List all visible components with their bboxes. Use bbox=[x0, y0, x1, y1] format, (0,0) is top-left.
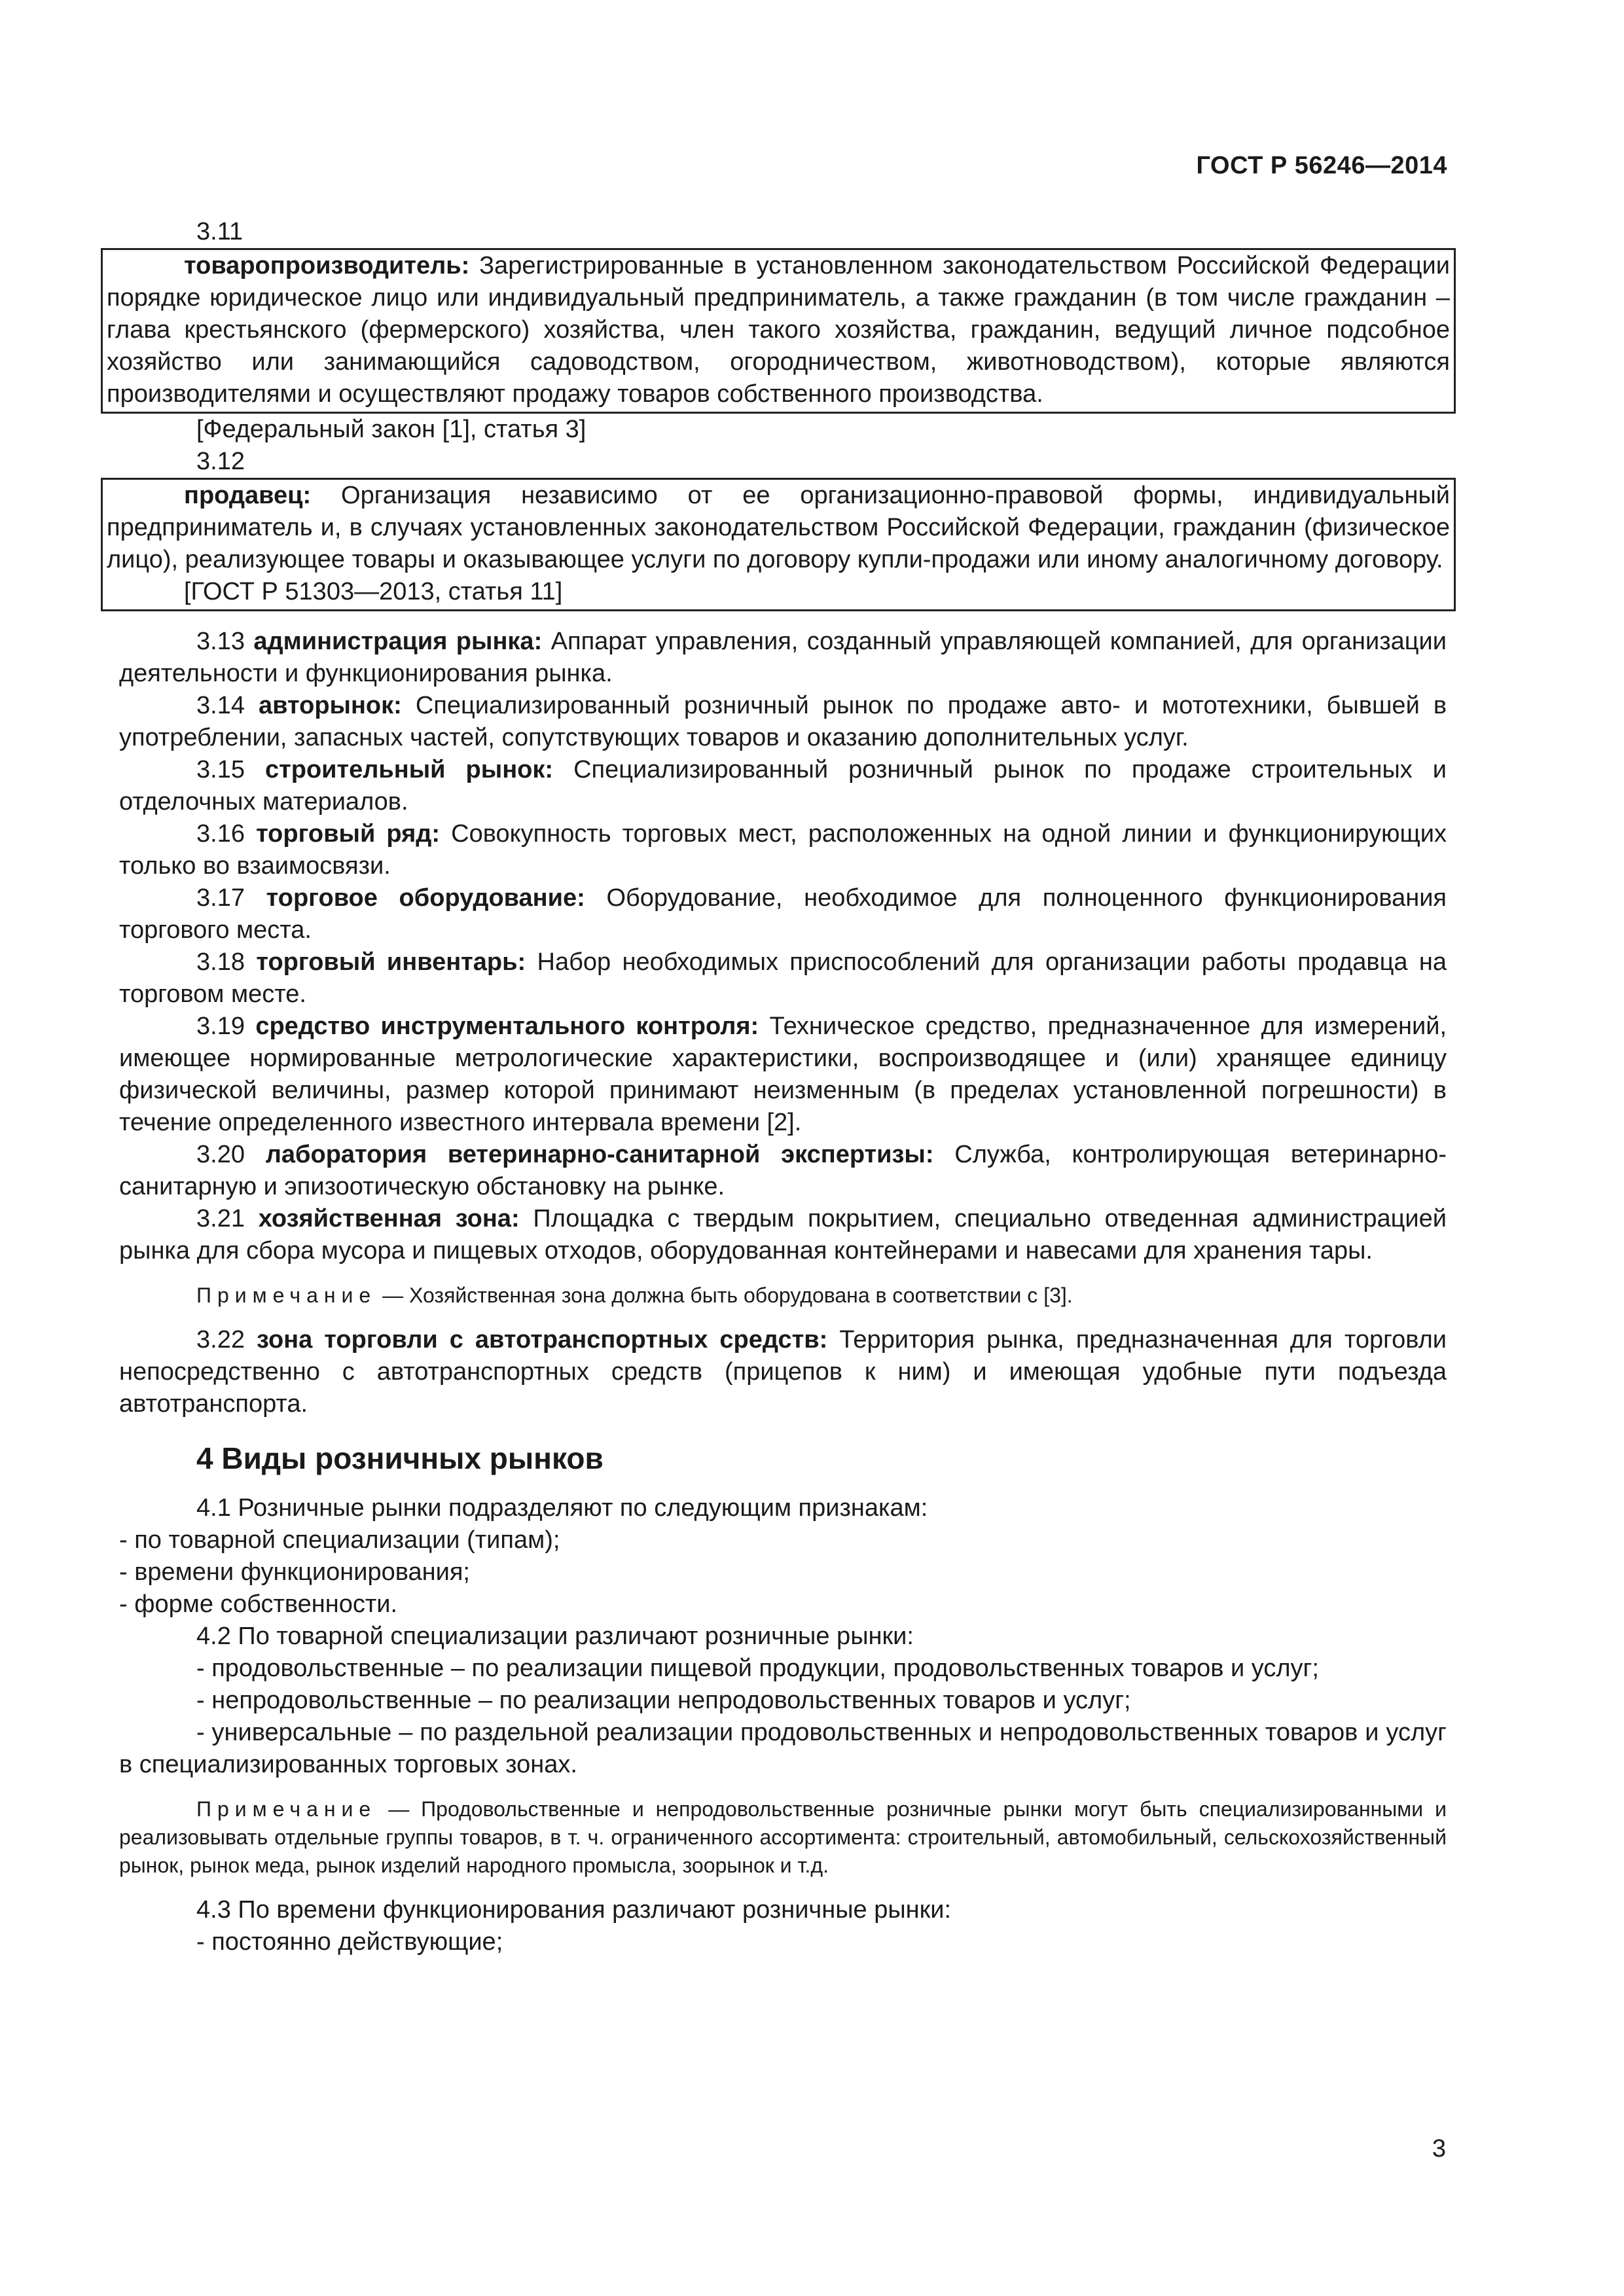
term-number-3-12: 3.12 bbox=[196, 448, 245, 475]
term-label: торговое оборудование: bbox=[266, 884, 585, 912]
term-3-22 bbox=[119, 1324, 1447, 1420]
term-label: продавец: bbox=[184, 482, 312, 509]
term-text: Площадка с твердым покрытием, специально отведенная администрацией рынка для сбора мусора и пищевых отходов, оборудованная контейнерами и навесами для хранения тары. bbox=[119, 1205, 1447, 1265]
term-num: 3.22 bbox=[196, 1326, 245, 1354]
term-label: авторынок: bbox=[259, 692, 402, 719]
definition-3-12 bbox=[107, 480, 1450, 576]
term-3-14 bbox=[119, 690, 1447, 754]
list-item: - продовольственные – по реализации пищевой продукции, продовольственных товаров и услуг; bbox=[196, 1655, 1319, 1682]
list-item: - непродовольственные – по реализации непродовольственных товаров и услуг; bbox=[196, 1687, 1131, 1714]
standard-id-header: ГОСТ Р 56246—2014 bbox=[1196, 152, 1447, 179]
term-text: Аппарат управления, созданный управляющей компанией, для организации деятельности и функционирования рынка. bbox=[119, 628, 1447, 687]
term-num: 3.13 bbox=[196, 628, 245, 655]
term-num: 3.21 bbox=[196, 1205, 245, 1232]
term-text: Техническое средство, предназначенное для измерений, имеющее нормированные метрологические характеристики, воспроизводящее и (или) хранящее единицу физической величины, размер которой принимают неизменным (в пределах установленной погрешности) в течение определенного известного интервала времени [2]. bbox=[119, 1013, 1447, 1136]
term-text: Служба, контролирующая ветеринарно-санитарную и эпизоотическую обстановку на рынке. bbox=[119, 1141, 1447, 1200]
para-4-2: 4.2 По товарной специализации различают розничные рынки: bbox=[196, 1623, 914, 1650]
term-text: Специализированный розничный рынок по продаже строительных и отделочных материалов. bbox=[119, 756, 1447, 816]
note-label: Примечание bbox=[196, 1283, 377, 1307]
note-text: — Хозяйственная зона должна быть оборудована в соответствии с [3]. bbox=[382, 1283, 1073, 1307]
section-4-heading: 4 Виды розничных рынков bbox=[196, 1441, 604, 1475]
term-text: Специализированный розничный рынок по продаже авто- и мототехники, бывшей в употреблении, запасных частей, сопутствующих товаров и оказанию дополнительных услуг. bbox=[119, 692, 1447, 751]
term-3-20 bbox=[119, 1139, 1447, 1203]
term-label: торговый ряд: bbox=[256, 820, 441, 848]
body-column bbox=[107, 216, 1451, 1958]
note-text: — Продовольственные и непродовольственные розничные рынки могут быть специализированными и реализовывать отдельные группы товаров, в т. ч. ограниченного ассортимента: строительный, автомобильный, сельскохозяйственный рынок, рынок меда, рынок изделий народного промысла, зоорынок и т.д. bbox=[119, 1797, 1447, 1877]
term-label: администрация рынка: bbox=[253, 628, 543, 655]
term-text: Территория рынка, предназначенная для торговли непосредственно с автотранспортных средств (прицепов к ним) и имеющая удобные пути подъезда автотранспорта. bbox=[119, 1326, 1447, 1418]
term-num: 3.14 bbox=[196, 692, 245, 719]
list-item: - универсальные – по раздельной реализации продовольственных и непродовольственных товаров и услуг в специализированных торговых зонах. bbox=[119, 1719, 1447, 1778]
para-4-3: 4.3 По времени функционирования различают розничные рынки: bbox=[196, 1896, 952, 1924]
term-text: Оборудование, необходимое для полноценного функционирования торгового места. bbox=[119, 884, 1447, 944]
term-3-21 bbox=[119, 1203, 1447, 1267]
term-3-15 bbox=[119, 754, 1447, 818]
term-number-3-11: 3.11 bbox=[196, 218, 244, 245]
term-label: товаропроизводитель: bbox=[184, 252, 470, 279]
term-3-17 bbox=[119, 882, 1447, 946]
definition-box-3-12 bbox=[101, 478, 1456, 611]
terms-list bbox=[119, 626, 1447, 1267]
term-text: Совокупность торговых мест, расположенных на одной линии и функционирующих только во взаимосвязи. bbox=[119, 820, 1447, 880]
term-num: 3.17 bbox=[196, 884, 245, 912]
list-item: - по товарной специализации (типам); bbox=[119, 1526, 560, 1554]
note-hoz-zone bbox=[119, 1282, 1447, 1310]
term-num: 3.20 bbox=[196, 1141, 245, 1168]
term-num: 3.19 bbox=[196, 1013, 245, 1040]
term-3-16 bbox=[119, 818, 1447, 882]
list-item: - форме собственности. bbox=[119, 1590, 398, 1618]
term-label: строительный рынок: bbox=[265, 756, 554, 783]
term-num: 3.16 bbox=[196, 820, 245, 848]
term-label: торговый инвентарь: bbox=[256, 948, 526, 976]
list-item: - времени функционирования; bbox=[119, 1558, 470, 1586]
page-number: 3 bbox=[1432, 2135, 1446, 2162]
term-num: 3.15 bbox=[196, 756, 245, 783]
definition-3-11 bbox=[107, 250, 1450, 410]
term-3-18 bbox=[119, 946, 1447, 1011]
list-item: - постоянно действующие; bbox=[196, 1928, 503, 1956]
term-label: хозяйственная зона: bbox=[258, 1205, 520, 1232]
para-4-1: 4.1 Розничные рынки подразделяют по следующим признакам: bbox=[196, 1494, 928, 1522]
term-3-13 bbox=[119, 626, 1447, 690]
source-3-12: [ГОСТ Р 51303—2013, статья 11] bbox=[184, 578, 563, 605]
term-text: Зарегистрированные в установленном законодательством Российской Федерации порядке юридическое лицо или индивидуальный предприниматель, а также гражданин (в том числе гражданин – глава крестьянского (фермерского) хозяйства, член такого хозяйства, гражданин, ведущий личное подсобное хозяйство или занимающийся садоводством, огородничеством, животноводством), которые являются производителями и осуществляют продажу товаров собственного производства. bbox=[107, 252, 1451, 408]
term-text: Набор необходимых приспособлений для организации работы продавца на торговом месте. bbox=[119, 948, 1447, 1008]
definition-box-3-11 bbox=[101, 248, 1456, 414]
term-label: средство инструментального контроля: bbox=[255, 1013, 759, 1040]
term-3-19 bbox=[119, 1011, 1447, 1139]
source-3-11: [Федеральный закон [1], статья 3] bbox=[196, 416, 586, 443]
term-label: лаборатория ветеринарно-санитарной экспертизы: bbox=[265, 1141, 934, 1168]
note-label: Примечание bbox=[196, 1797, 377, 1821]
note-markets bbox=[119, 1795, 1447, 1880]
term-text: Организация независимо от ее организационно-правовой формы, индивидуальный предприниматель и, в случаях установленных законодательством Российской Федерации, гражданин (физическое лицо), реализующее товары и оказывающее услуги по договору купли-продажи или иному аналогичному договору. bbox=[107, 482, 1450, 573]
term-label: зона торговли с автотранспортных средств: bbox=[257, 1326, 828, 1354]
term-num: 3.18 bbox=[196, 948, 245, 976]
